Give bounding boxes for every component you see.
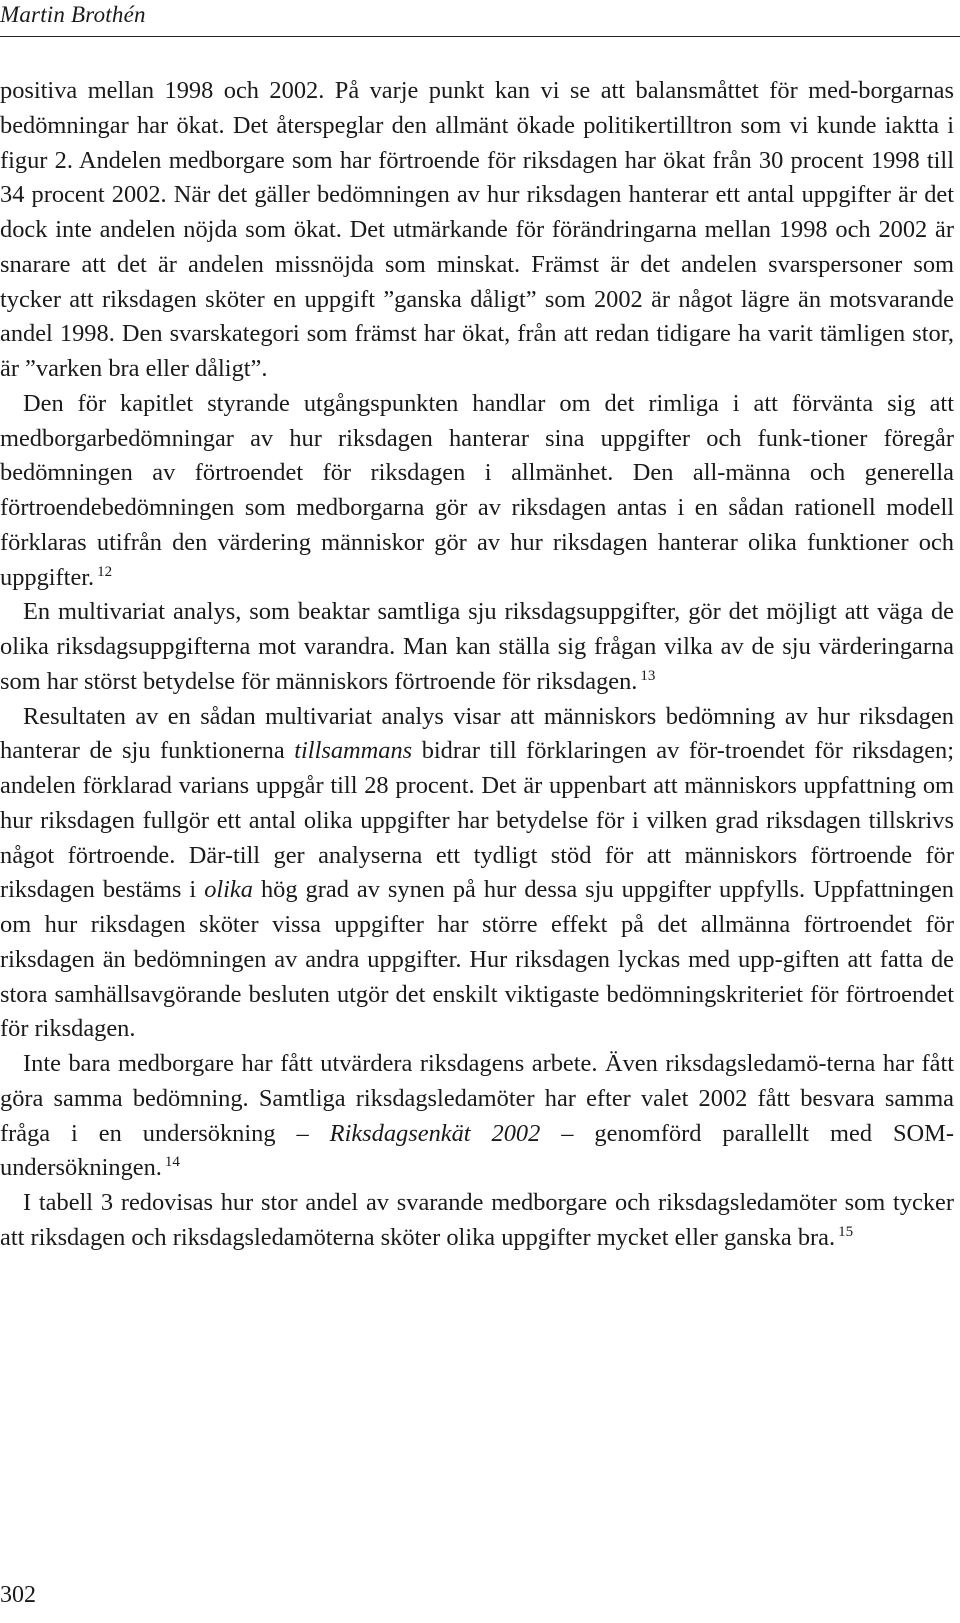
text-run: Resultaten av en sådan multivariat analys visar att människors bedömning av hur riksdagen hanterar de sju funktionerna — [0, 702, 954, 765]
paragraph — [0, 595, 954, 699]
text-run: Inte bara medborgare har fått utvärdera riksdagens arbete. Även riksdagsledamö-terna har fått göra samma bedömning. Samtliga riksdagsledamöter har efter valet 2002 fått besvara samma fråga i en undersökning – — [0, 1050, 954, 1147]
paragraph — [0, 74, 954, 387]
footnote-ref: 15 — [838, 1223, 854, 1240]
text-run: – genomförd parallellt med SOM-undersökningen. — [0, 1119, 954, 1182]
page-number: 302 — [0, 1582, 36, 1608]
text-run: Den för kapitlet styrande utgångspunkten handlar om det rimliga i att förvänta sig att medborgarbedömningar av hur riksdagen hanterar sina uppgifter och funk-tioner föregår bedömningen av förtroendet för riksdagen i allmänhet. Den all-männa och generella förtroendebedömningen som medborgarna gör av riksdagen antas i en sådan rationell modell förklaras utifrån den värdering människor gör av hur riksdagen hanterar olika funktioner och uppgifter. — [0, 389, 954, 591]
emphasis-text: tillsammans — [294, 737, 413, 765]
emphasis-text: Riksdagsenkät 2002 — [329, 1119, 541, 1147]
body-text — [0, 74, 954, 1256]
paragraph — [0, 1186, 954, 1256]
text-run: positiva mellan 1998 och 2002. På varje punkt kan vi se att balansmåttet för med-borgarnas bedömningar har ökat. Det återspeglar den allmänt ökade politikertilltron som vi kunde iaktta i figur 2. Andelen medborgare som har förtroende för riksdagen har ökat från 30 procent 1998 till 34 procent 2002. När det gäller bedömningen av hur riksdagen hanterar ett antal uppgifter är det dock inte andelen nöjda som ökat. Det utmärkande för förändringarna mellan 1998 och 2002 är snarare att det är andelen missnöjda som minskat. Främst är det andelen svarspersoner som tycker att riksdagen sköter en uppgift ”ganska dåligt” som 2002 är något lägre än motsvarande andel 1998. Den svarskategori som främst har ökat, från att redan tidigare ha varit tämligen stor, är ”varken bra eller dåligt”. — [0, 77, 954, 382]
text-run: En multivariat analys, som beaktar samtliga sju riksdagsuppgifter, gör det möjligt att väga de olika riksdagsuppgifterna mot varandra. Man kan ställa sig frågan vilka av de sju värderingarna som har störst betydelse för människors förtroende för riksdagen. — [0, 598, 954, 695]
running-header — [0, 0, 960, 37]
emphasis-text: olika — [204, 876, 253, 904]
paragraph — [0, 1047, 954, 1186]
footnote-ref: 12 — [97, 563, 113, 580]
text-run: I tabell 3 redovisas hur stor andel av svarande medborgare och riksdagsledamöter som tycker att riksdagen och riksdagsledamöterna sköter olika uppgifter mycket eller ganska bra. — [0, 1189, 954, 1251]
paragraph — [0, 700, 954, 1048]
footnote-ref: 13 — [640, 667, 656, 684]
text-run: bidrar till förklaringen av för-troendet för riksdagen; andelen förklarad varians uppgår till 28 procent. Det är uppenbart att människors uppfattning om hur riksdagen fullgör ett antal olika uppgifter har betydelse för i vilken grad riksdagen tillskrivs något förtroende. Där-till ger analyserna ett tydligt stöd för att människors förtroende för riksdagen bestäms i — [0, 737, 954, 904]
header-author: Martin Brothén — [0, 2, 146, 27]
footnote-ref: 14 — [164, 1154, 180, 1171]
paragraph — [0, 387, 954, 596]
text-run: hög grad av synen på hur dessa sju uppgifter uppfylls. Uppfattningen om hur riksdagen sköter vissa uppgifter har större effekt på det allmänna förtroendet för riksdagen än bedömningen av andra uppgifter. Hur riksdagen lyckas med upp-giften att fatta de stora samhällsavgörande besluten utgör det enskilt viktigaste bedömningskriteriet för förtroendet för riksdagen. — [0, 876, 954, 1043]
